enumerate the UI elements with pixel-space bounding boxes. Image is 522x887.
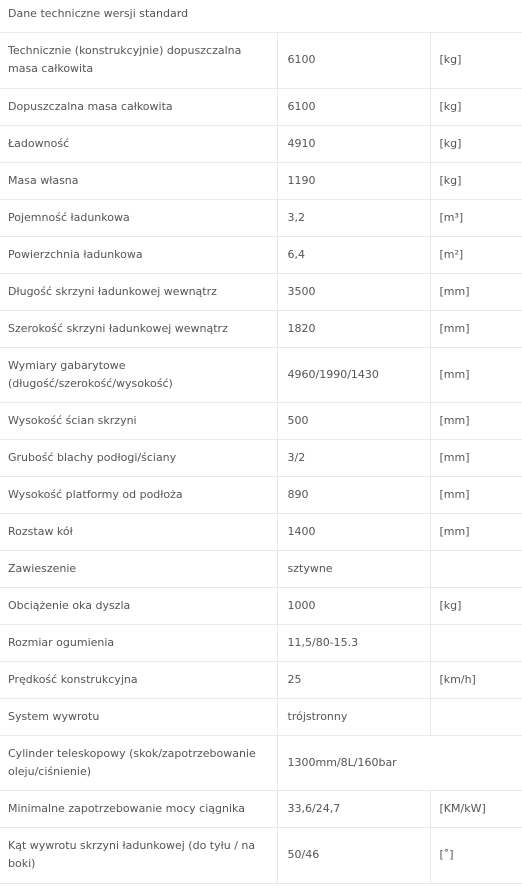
spec-table: [0, 33, 522, 884]
spec-unit: [430, 550, 522, 587]
table-row: [0, 790, 522, 827]
spec-unit: [KM/kW]: [430, 790, 522, 827]
table-row: [0, 236, 522, 273]
spec-value: trójstronny: [277, 698, 430, 735]
spec-label: Rozmiar ogumienia: [0, 624, 277, 661]
spec-label: Wysokość ścian skrzyni: [0, 402, 277, 439]
spec-value: 6,4: [277, 236, 430, 273]
spec-value: 6100: [277, 88, 430, 125]
spec-table-title: Dane techniczne wersji standard: [0, 0, 522, 33]
spec-value: 500: [277, 402, 430, 439]
spec-unit: [mm]: [430, 402, 522, 439]
spec-value: 890: [277, 476, 430, 513]
table-row: [0, 33, 522, 88]
spec-label: Technicznie (konstrukcyjnie) dopuszczalna masa całkowita: [0, 33, 277, 88]
table-row: [0, 827, 522, 883]
spec-value: 3/2: [277, 439, 430, 476]
spec-unit: [˚]: [430, 827, 522, 883]
spec-value: 1820: [277, 310, 430, 347]
spec-label: Powierzchnia ładunkowa: [0, 236, 277, 273]
table-row: [0, 402, 522, 439]
spec-label: Masa własna: [0, 162, 277, 199]
table-row: [0, 88, 522, 125]
spec-unit: [km/h]: [430, 661, 522, 698]
spec-unit: [430, 624, 522, 661]
spec-value: 33,6/24,7: [277, 790, 430, 827]
spec-label: Szerokość skrzyni ładunkowej wewnątrz: [0, 310, 277, 347]
spec-label: Wysokość platformy od podłoża: [0, 476, 277, 513]
table-row: [0, 476, 522, 513]
spec-value: 1000: [277, 587, 430, 624]
spec-value: 3,2: [277, 199, 430, 236]
spec-label: Pojemność ładunkowa: [0, 199, 277, 236]
spec-value: 25: [277, 661, 430, 698]
spec-value: 1300mm/8L/160bar: [277, 735, 522, 790]
spec-value: 6100: [277, 33, 430, 88]
table-row: [0, 624, 522, 661]
table-row: [0, 513, 522, 550]
spec-value: 4960/1990/1430: [277, 347, 430, 402]
spec-unit: [430, 698, 522, 735]
spec-label: Ładowność: [0, 125, 277, 162]
spec-unit: [mm]: [430, 310, 522, 347]
spec-label: Wymiary gabarytowe (długość/szerokość/wysokość): [0, 347, 277, 402]
spec-value: 50/46: [277, 827, 430, 883]
spec-value: 1400: [277, 513, 430, 550]
spec-unit: [kg]: [430, 125, 522, 162]
spec-value: 11,5/80-15.3: [277, 624, 430, 661]
spec-label: Minimalne zapotrzebowanie mocy ciągnika: [0, 790, 277, 827]
spec-unit: [kg]: [430, 33, 522, 88]
spec-label: Dopuszczalna masa całkowita: [0, 88, 277, 125]
spec-unit: [m³]: [430, 199, 522, 236]
table-row: [0, 735, 522, 790]
table-row: [0, 162, 522, 199]
spec-unit: [kg]: [430, 88, 522, 125]
spec-label: Cylinder teleskopowy (skok/zapotrzebowanie oleju/ciśnienie): [0, 735, 277, 790]
table-row: [0, 661, 522, 698]
table-row: [0, 273, 522, 310]
table-row: [0, 125, 522, 162]
table-row: [0, 587, 522, 624]
spec-unit: [mm]: [430, 273, 522, 310]
spec-unit: [mm]: [430, 439, 522, 476]
spec-label: Długość skrzyni ładunkowej wewnątrz: [0, 273, 277, 310]
spec-unit: [kg]: [430, 162, 522, 199]
spec-unit: [kg]: [430, 587, 522, 624]
spec-label: Zawieszenie: [0, 550, 277, 587]
spec-label: Rozstaw kół: [0, 513, 277, 550]
spec-value: 1190: [277, 162, 430, 199]
spec-value: 4910: [277, 125, 430, 162]
spec-label: System wywrotu: [0, 698, 277, 735]
spec-unit: [mm]: [430, 347, 522, 402]
table-row: [0, 550, 522, 587]
spec-label: Grubość blachy podłogi/ściany: [0, 439, 277, 476]
table-row: [0, 310, 522, 347]
spec-unit: [mm]: [430, 476, 522, 513]
spec-label: Obciążenie oka dyszla: [0, 587, 277, 624]
table-row: [0, 199, 522, 236]
spec-value: 3500: [277, 273, 430, 310]
table-row: [0, 439, 522, 476]
spec-unit: [mm]: [430, 513, 522, 550]
table-row: [0, 347, 522, 402]
spec-label: Prędkość konstrukcyjna: [0, 661, 277, 698]
spec-unit: [m²]: [430, 236, 522, 273]
spec-label: Kąt wywrotu skrzyni ładunkowej (do tyłu / na boki): [0, 827, 277, 883]
table-row: [0, 698, 522, 735]
spec-value: sztywne: [277, 550, 430, 587]
